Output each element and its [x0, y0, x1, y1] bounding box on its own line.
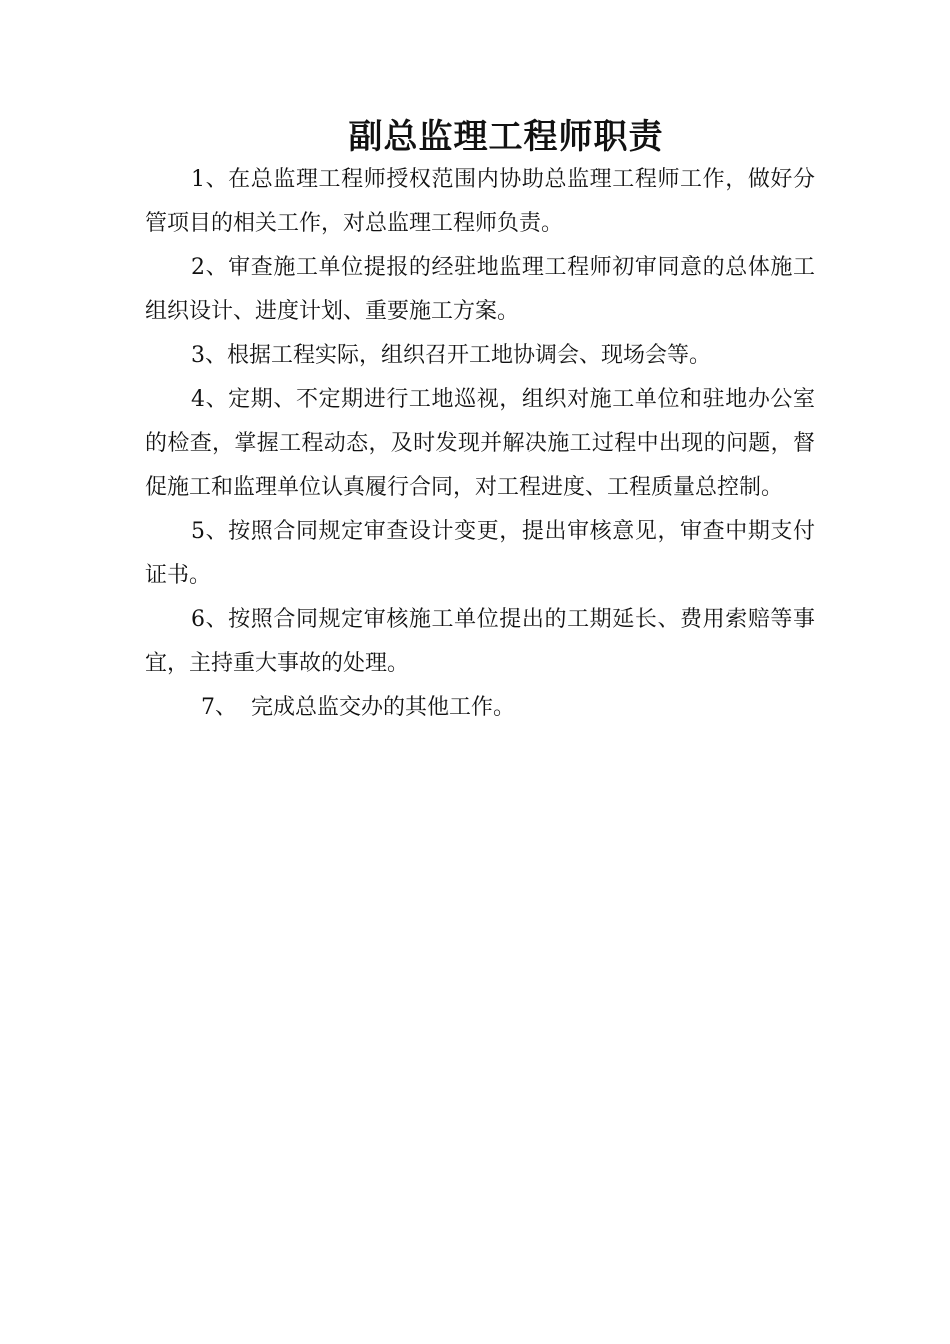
duty-item-1: 1、在总监理工程师授权范围内协助总监理工程师工作，做好分管项目的相关工作，对总监理工程师负责。 [145, 167, 815, 236]
duty-item-5: 5、按照合同规定审查设计变更，提出审核意见，审查中期支付证书。 [145, 519, 815, 588]
duty-item-4: 4、定期、不定期进行工地巡视，组织对施工单位和驻地办公室的检查，掌握工程动态，及时发现并解决施工过程中出现的问题，督促施工和监理单位认真履行合同，对工程进度、工程质量总控制。 [145, 387, 815, 500]
document-title: 副总监理工程师职责 [348, 117, 664, 157]
duty-item-7: 7、 完成总监交办的其他工作。 [201, 695, 515, 720]
duty-item-3: 3、根据工程实际，组织召开工地协调会、现场会等。 [191, 343, 711, 368]
duty-item-2: 2、审查施工单位提报的经驻地监理工程师初审同意的总体施工组织设计、进度计划、重要施工方案。 [145, 255, 815, 324]
duty-item-6: 6、按照合同规定审核施工单位提出的工期延长、费用索赔等事宜，主持重大事故的处理。 [145, 607, 815, 676]
document-body [145, 158, 815, 730]
